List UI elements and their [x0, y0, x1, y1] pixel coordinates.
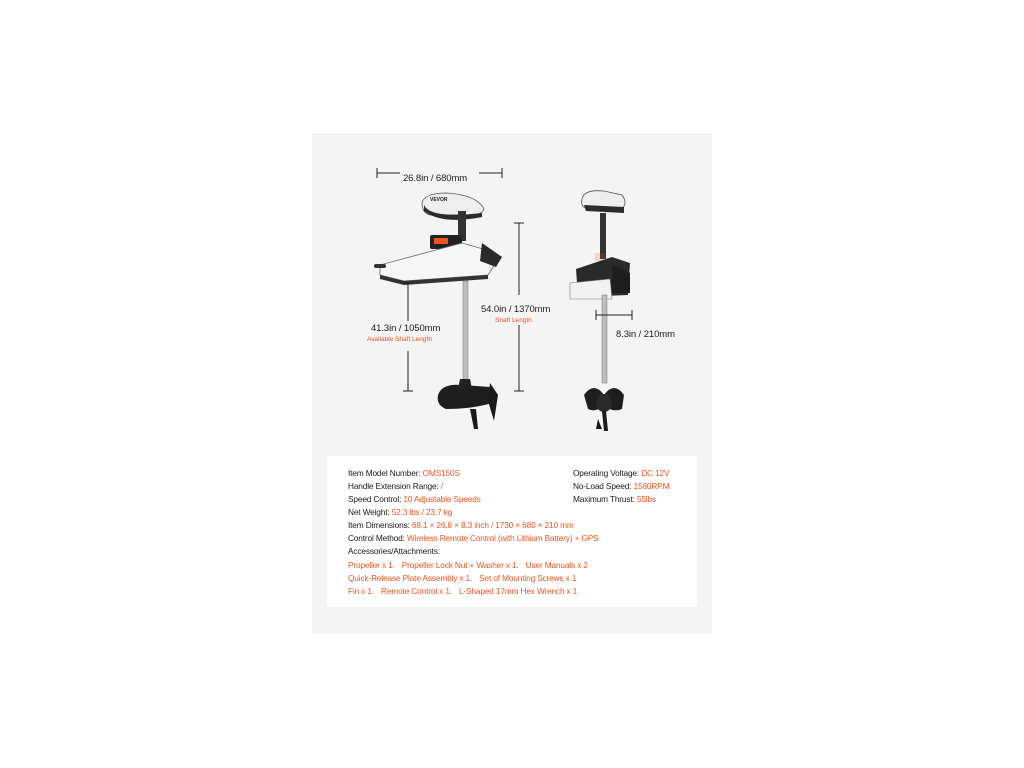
front-view-motor: [570, 191, 630, 431]
max-thrust-value: 55lbs: [636, 494, 656, 504]
spec-item-dimensions: Item Dimensions: 68.1 × 26.8 × 8.3 inch / 1730 × 680 × 210 mm: [348, 520, 574, 530]
spec-operating-voltage: Operating Voltage: DC 12V: [573, 468, 670, 478]
available-shaft-note: Available Shaft Length: [367, 336, 432, 343]
accessory-item: Remote Control x 1.: [381, 586, 452, 596]
accessory-item: Fin x 1.: [348, 586, 375, 596]
trolling-motor-illustration: [312, 133, 712, 453]
item-model-value: OMS150S: [422, 468, 460, 478]
spec-handle-extension: Handle Extension Range: /: [348, 481, 443, 491]
spec-no-load-speed: No-Load Speed: 1580RPM: [573, 481, 670, 491]
width-dimension-label: 26.8in / 680mm: [403, 173, 468, 184]
spec-panel: [327, 456, 697, 607]
accessory-item: L-Shaped 17mm Hex Wrench x 1: [458, 586, 578, 596]
accessory-item: Quick-Release Plate Assembly x 1.: [348, 573, 473, 583]
control-method-value: Wireless Remote Control (with Lithium Battery) + GPS: [406, 533, 599, 543]
spec-control-method: Control Method: Wireless Remote Control (with Lithium Battery) + GPS: [348, 533, 599, 543]
total-height-label: 54.0in / 1370mm: [481, 304, 551, 315]
spec-item-model: Item Model Number: OMS150S: [348, 468, 460, 478]
accessories-row-1: [348, 560, 595, 570]
depth-dimension-line: [596, 310, 632, 320]
accessory-item: Propeller x 1.: [348, 560, 395, 570]
accessories-heading: Accessories/Attachments:: [348, 546, 440, 556]
accessory-item: Propeller Lock Nut + Washer x 1.: [401, 560, 519, 570]
operating-voltage-value: DC 12V: [641, 468, 670, 478]
spec-speed-control: Speed Control: 10 Adjustable Speeds: [348, 494, 481, 504]
item-dimensions-value: 68.1 × 26.8 × 8.3 inch / 1730 × 680 × 210 mm: [411, 520, 574, 530]
net-weight-value: 52.3 lbs / 23.7 kg: [391, 507, 453, 517]
available-shaft-label: 41.3in / 1050mm: [371, 323, 441, 334]
product-card: [312, 133, 712, 634]
accessory-item: Set of Mounting Screws x 1: [479, 573, 577, 583]
handle-extension-value: /: [440, 481, 443, 491]
brand-logo: VEVOR: [430, 197, 448, 203]
spec-net-weight: Net Weight: 52.3 lbs / 23.7 kg: [348, 507, 453, 517]
spec-max-thrust: Maximum Thrust: 55lbs: [573, 494, 656, 504]
accessories-row-3: [348, 586, 584, 596]
depth-dimension-label: 8.3in / 210mm: [616, 329, 675, 340]
accessory-item: User Manuals x 2: [525, 560, 588, 570]
accessories-row-2: [348, 573, 583, 583]
no-load-speed-value: 1580RPM: [633, 481, 670, 491]
total-height-note: Shaft Length: [495, 317, 532, 324]
speed-control-value: 10 Adjustable Speeds: [403, 494, 481, 504]
